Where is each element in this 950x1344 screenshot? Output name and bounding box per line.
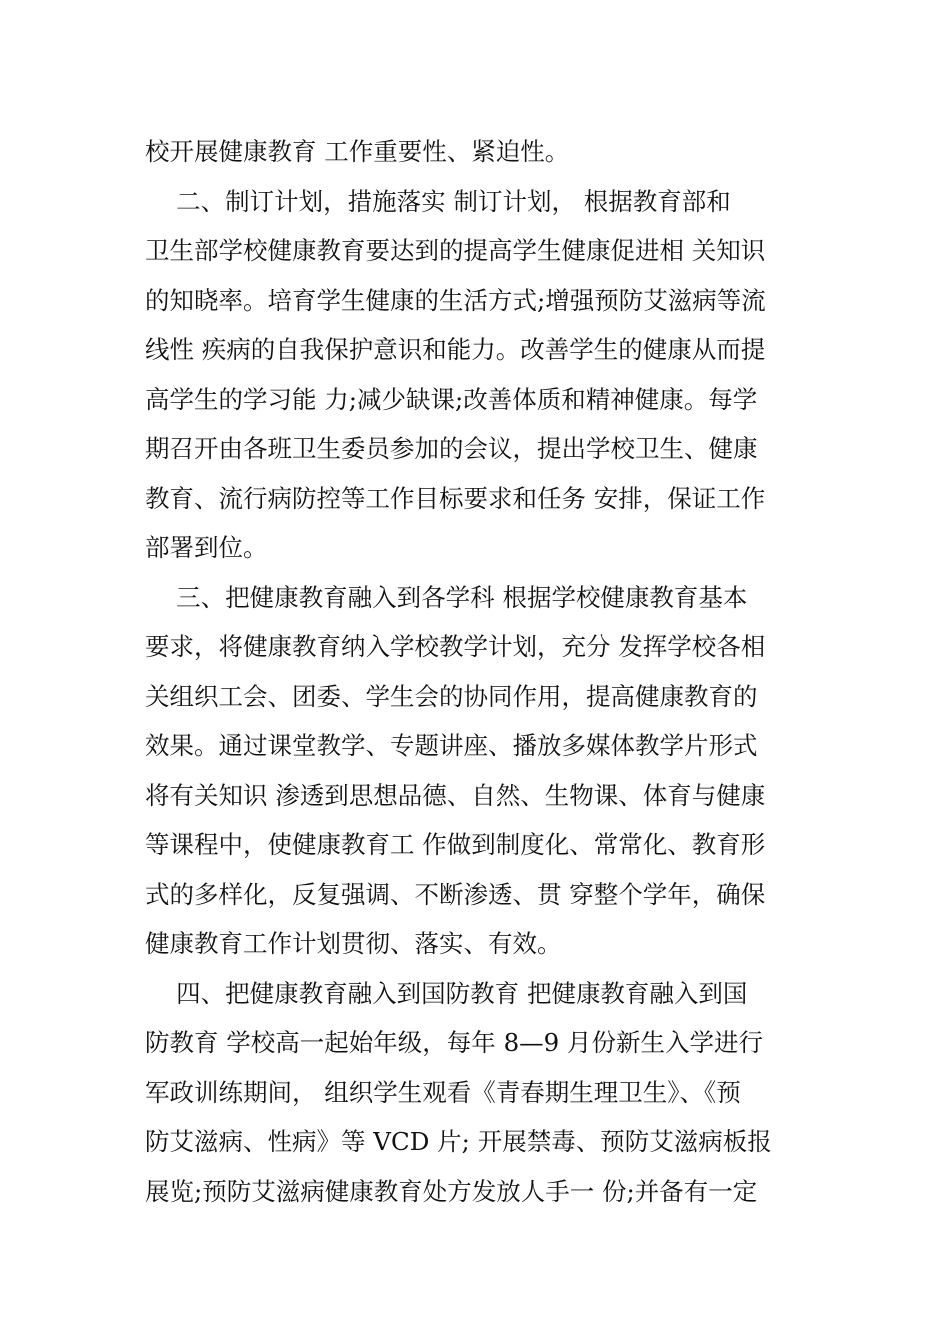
text-line: 期召开由各班卫生委员参加的会议，提出学校卫生、健康 (145, 434, 758, 463)
text-line: 三、把健康教育融入到各学科 根据学校健康教育基本 (145, 582, 748, 612)
text-line: 的知晓率。培育学生健康的生活方式;增强预防艾滋病等流 (145, 285, 766, 315)
text-line: 效果。通过课堂教学、专题讲座、播放多媒体教学片形式 (145, 731, 758, 760)
text-line: 等课程中，使健康教育工 作做到制度化、常常化、教育形 (145, 830, 766, 859)
text-line: 军政训练期间， 组织学生观看《青春期生理卫生》、《预 (145, 1077, 741, 1107)
document-body (145, 127, 815, 1216)
text-line: 将有关知识 渗透到思想品德、自然、生物课、体育与健康 (145, 780, 766, 810)
text-line: 式的多样化，反复强调、不断渗透、贯 穿整个学年，确保 (145, 879, 766, 909)
text-line: 关组织工会、团委、学生会的协同作用，提高健康教育的 (145, 681, 758, 711)
text-line: 要求，将健康教育纳入学校教学计划，充分 发挥学校各相 (145, 632, 766, 661)
text-line: 高学生的学习能 力;减少缺课;改善体质和精神健康。每学 (145, 384, 758, 414)
text-line: 防艾滋病、性病》等 VCD 片; 开展禁毒、预防艾滋病板报 (145, 1127, 772, 1156)
text-line: 校开展健康教育 工作重要性、紧迫性。 (145, 137, 570, 166)
text-line: 展览;预防艾滋病健康教育处方发放人手一 份;并备有一定 (145, 1176, 758, 1206)
text-line: 卫生部学校健康教育要达到的提高学生健康促进相 关知识 (145, 236, 766, 265)
text-line: 二、制订计划，措施落实 制订计划， 根据教育部和 (145, 186, 731, 216)
text-line: 线性 疾病的自我保护意识和能力。改善学生的健康从而提 (145, 335, 766, 364)
text-line: 健康教育工作计划贯彻、落实、有效。 (145, 929, 562, 958)
text-line: 部署到位。 (145, 533, 268, 562)
text-line: 教育、流行病防控等工作目标要求和任务 安排，保证工作 (145, 483, 766, 513)
text-line: 四、把健康教育融入到国防教育 把健康教育融入到国 (145, 978, 748, 1008)
text-line: 防教育 学校高一起始年级，每年 8—9 月份新生入学进行 (145, 1028, 764, 1057)
